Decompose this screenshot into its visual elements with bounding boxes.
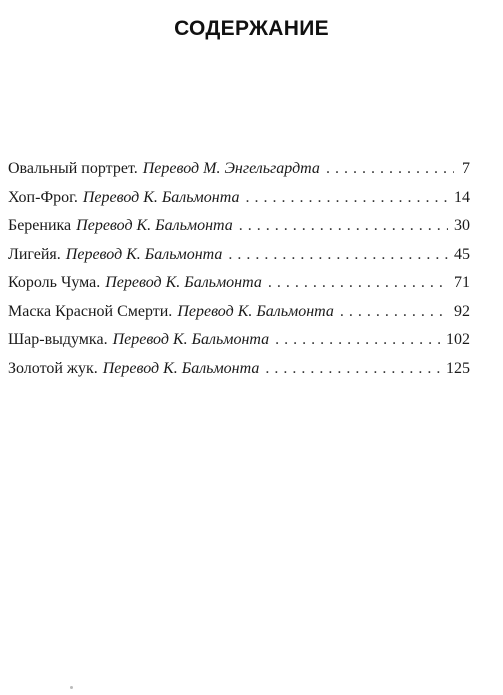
toc-entry bbox=[8, 302, 470, 331]
toc-entry bbox=[8, 330, 470, 359]
entry-page-number: 30 bbox=[454, 217, 470, 234]
entry-title: Шар-выдумка. bbox=[8, 331, 108, 348]
toc-entry bbox=[8, 359, 470, 388]
entry-translator: Перевод К. Бальмонта bbox=[65, 245, 223, 263]
toc-entry bbox=[8, 216, 470, 245]
entry-title: Береника bbox=[8, 217, 72, 234]
dot-leader bbox=[268, 273, 448, 293]
toc-entry bbox=[8, 159, 470, 188]
entry-title: Хоп-Фрог. bbox=[8, 188, 78, 206]
dot-leader bbox=[326, 159, 454, 179]
page-title: СОДЕРЖАНИЕ bbox=[174, 17, 329, 41]
scan-speck bbox=[70, 686, 73, 689]
entry-translator: Перевод К. Бальмонта bbox=[112, 331, 270, 348]
entry-title: Овальный портрет. bbox=[8, 160, 138, 177]
entry-translator: Перевод К. Бальмонта bbox=[102, 359, 260, 377]
entry-page-number: 92 bbox=[454, 302, 470, 320]
entry-title: Король Чума. bbox=[8, 274, 101, 291]
dot-leader bbox=[228, 245, 448, 265]
dot-leader bbox=[239, 216, 448, 236]
entry-page-number: 7 bbox=[462, 160, 470, 177]
entry-translator: Перевод К. Бальмонта bbox=[82, 188, 240, 206]
entry-page-number: 71 bbox=[454, 274, 470, 291]
entry-title: Маска Красной Смерти. bbox=[8, 302, 173, 320]
entry-translator: Перевод М. Энгельгардта bbox=[142, 160, 320, 177]
entry-translator: Перевод К. Бальмонта bbox=[177, 302, 334, 320]
entry-title: Лигейя. bbox=[8, 245, 61, 263]
toc-entry bbox=[8, 273, 470, 302]
dot-leader bbox=[275, 330, 440, 350]
entry-page-number: 125 bbox=[446, 359, 470, 377]
entry-page-number: 102 bbox=[446, 331, 470, 348]
entry-title: Золотой жук. bbox=[8, 359, 98, 377]
entry-page-number: 45 bbox=[454, 245, 470, 263]
entry-page-number: 14 bbox=[454, 188, 470, 206]
toc-entry bbox=[8, 245, 470, 274]
dot-leader bbox=[265, 359, 440, 379]
toc-entry bbox=[8, 188, 470, 217]
entry-translator: Перевод К. Бальмонта bbox=[76, 217, 233, 234]
entry-translator: Перевод К. Бальмонта bbox=[105, 274, 262, 291]
table-of-contents bbox=[8, 159, 470, 387]
dot-leader bbox=[245, 188, 448, 208]
dot-leader bbox=[340, 302, 448, 322]
